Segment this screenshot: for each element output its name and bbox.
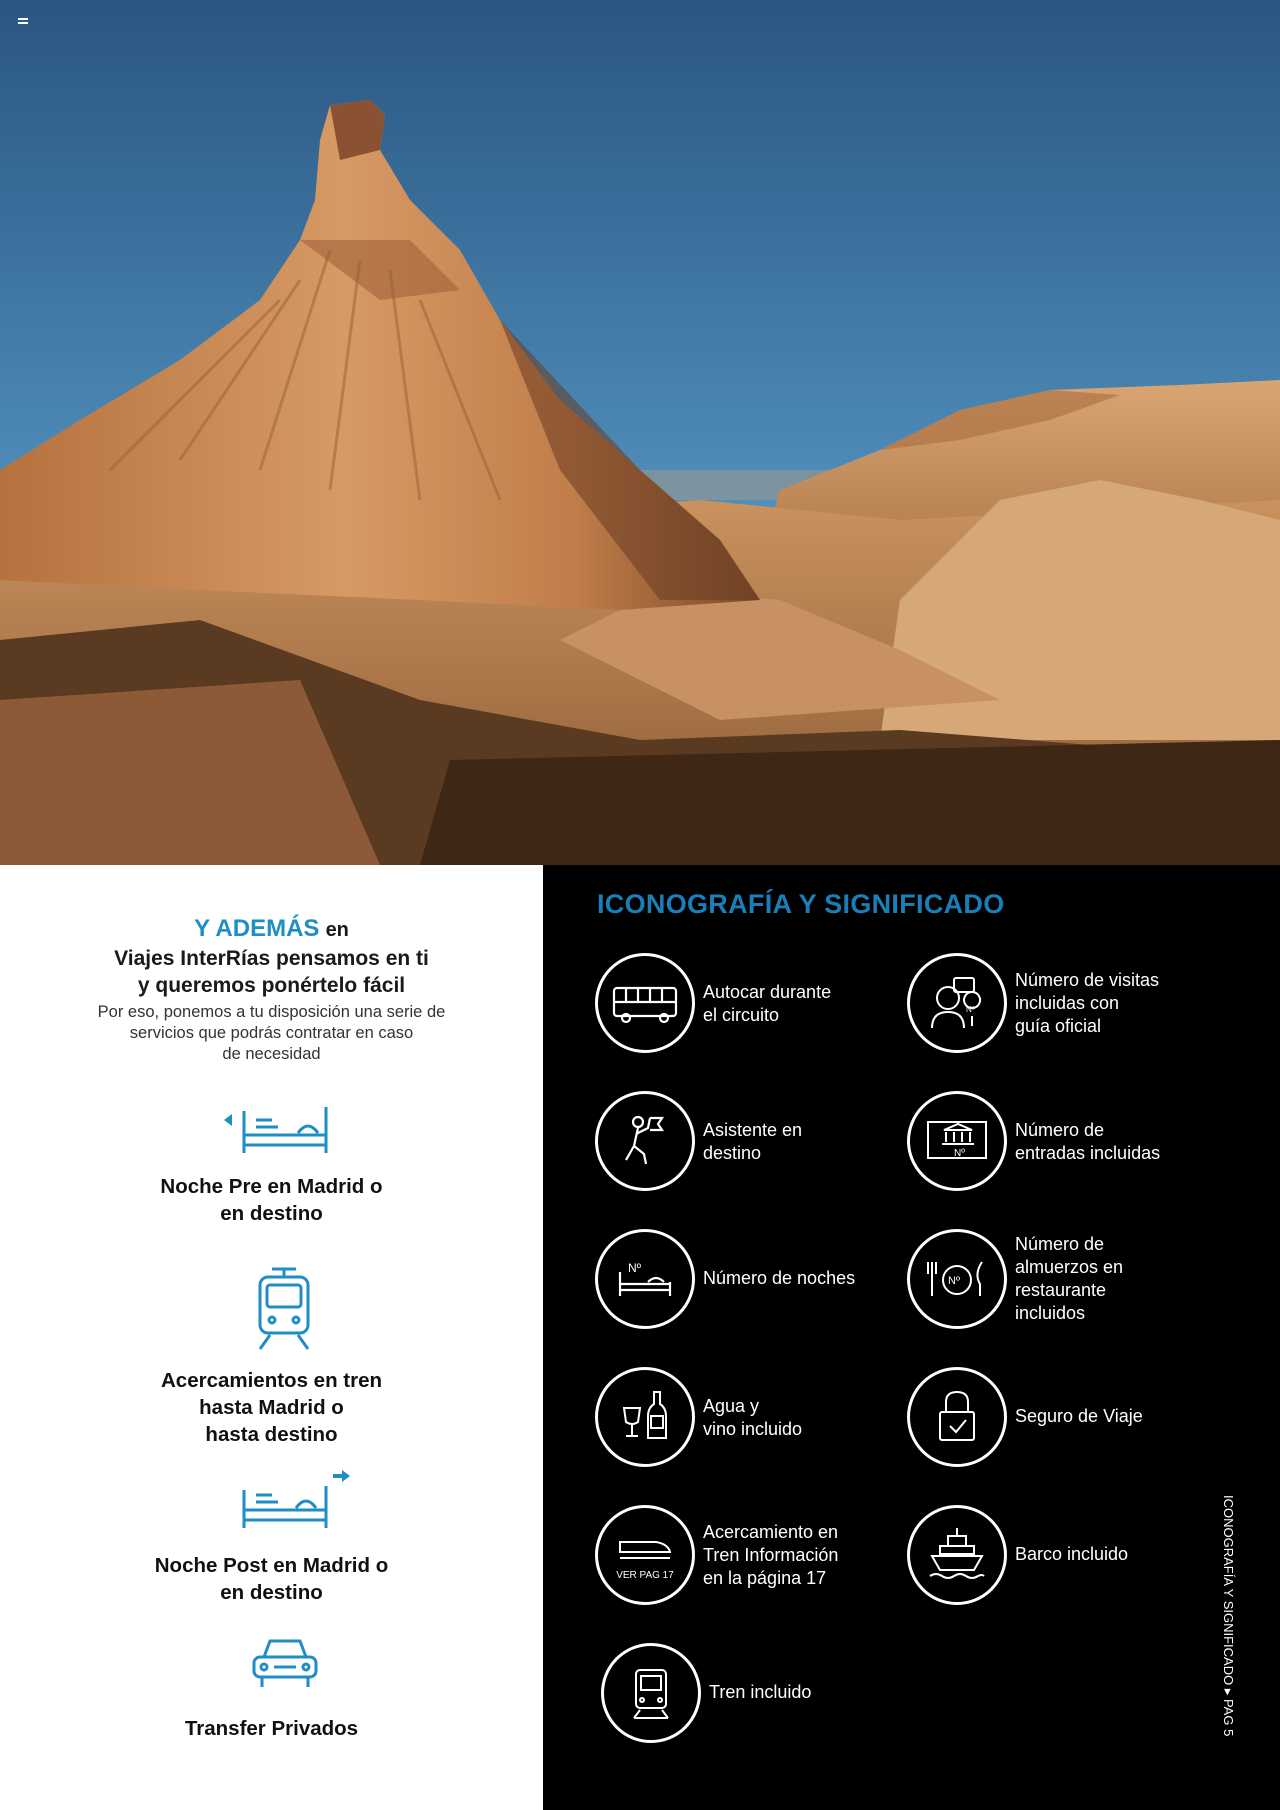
legend-text [703,981,831,1027]
service-private-transfer [0,1635,543,1765]
assistant-flag-icon [595,1091,695,1191]
meals-icon [907,1229,1007,1329]
vertical-page-label [1220,1495,1240,1755]
legend-text [1015,1233,1123,1325]
legend-text-line: entradas incluidas [1015,1143,1161,1163]
service-label-line: Acercamientos en tren [160,1369,383,1392]
legend-text: Seguro de Viaje [1015,1406,1143,1426]
legend-text-line: el circuito [703,1005,780,1025]
legend-text-line: Número de visitas [1015,970,1160,990]
extras-description-line: Por eso, ponemos a tu disposición una serie de [97,1003,446,1021]
hero-photo [0,0,1280,865]
extras-panel [0,865,543,1810]
service-label-line: en destino [220,1202,323,1225]
service-post-night [0,1462,543,1612]
train-info-icon [595,1505,695,1605]
legend-text-line: Tren Información [703,1545,839,1565]
legend-text [1015,969,1159,1038]
service-label-line: hasta Madrid o [199,1396,344,1419]
legend-text-line: Asistente en [703,1120,803,1140]
svg-text:Nº: Nº [628,1261,642,1275]
legend-text-line: destino [703,1143,762,1163]
iconography-title: ICONOGRAFÍA Y SIGNIFICADO [597,889,1005,919]
service-label-line: Noche Post en Madrid o [154,1554,389,1577]
bed-arrow-left-icon [222,1105,332,1157]
car-icon [250,1635,320,1691]
vertical-page-label-text: ICONOGRAFÍA Y SIGNIFICADO ▸ PAG 5 [1221,1495,1236,1737]
guide-visits-icon [907,953,1007,1053]
legend-text: Tren incluido [709,1682,812,1702]
legend-text-line: Número de [1015,1234,1105,1254]
extras-intro [0,945,543,999]
legend-text-line: en la página 17 [703,1568,827,1588]
extras-description [0,1002,543,1065]
svg-text:VER PAG 17: VER PAG 17 [616,1570,674,1581]
bed-arrow-right-icon [240,1462,352,1532]
legend-text-line: incluidos [1015,1303,1086,1323]
legend-text [703,1395,802,1441]
legend-text-line: Agua y [703,1396,760,1416]
service-label [0,1173,543,1227]
legend-text-line: vino incluido [703,1419,803,1439]
extras-description-line: de necesidad [222,1045,321,1063]
water-wine-icon [595,1367,695,1467]
hamburger-menu-icon[interactable] [18,18,28,26]
svg-text:Nº: Nº [966,1005,975,1014]
legend-text-line: restaurante [1015,1280,1107,1300]
legend-text-line: Número de [1015,1120,1105,1140]
insurance-lock-icon [907,1367,1007,1467]
tickets-icon [907,1091,1007,1191]
service-label [0,1552,543,1606]
tram-icon [252,1265,316,1351]
service-label-line: en destino [220,1581,323,1604]
service-label: Transfer Privados [184,1717,359,1740]
legend-text [1015,1119,1160,1165]
legend-text-line: Acercamiento en [703,1522,839,1542]
legend-text-line: guía oficial [1015,1016,1102,1036]
service-label [0,1367,543,1448]
extras-headline-rest: en [325,919,349,941]
legend-text [703,1521,838,1590]
legend-text-line: Autocar durante [703,982,832,1002]
legend-text: Número de noches [703,1268,856,1288]
extras-intro-line: y queremos ponértelo fácil [137,974,406,997]
service-pre-night [0,1105,543,1255]
legend-text-line: almuerzos en [1015,1257,1124,1277]
train-included-icon [601,1643,701,1743]
extras-headline [0,915,543,943]
svg-text:Nº: Nº [954,1148,965,1159]
service-label-line: hasta destino [205,1423,338,1446]
extras-description-line: servicios que podrás contratar en caso [129,1024,414,1042]
svg-text:Nº: Nº [948,1275,960,1287]
nights-bed-icon [595,1229,695,1329]
legend-text [703,1119,802,1165]
bus-icon [595,953,695,1053]
legend-text: Barco incluido [1015,1544,1129,1564]
iconography-panel [543,865,1280,1810]
badlands-landscape-image [0,0,1280,865]
extras-headline-accent: Y ADEMÁS [194,915,320,942]
extras-intro-line: Viajes InterRías pensamos en ti [114,947,429,970]
service-label-line: Noche Pre en Madrid o [160,1175,383,1198]
service-train-transfer [0,1265,543,1465]
legend-text-line: incluidas con [1015,993,1120,1013]
ship-icon [907,1505,1007,1605]
